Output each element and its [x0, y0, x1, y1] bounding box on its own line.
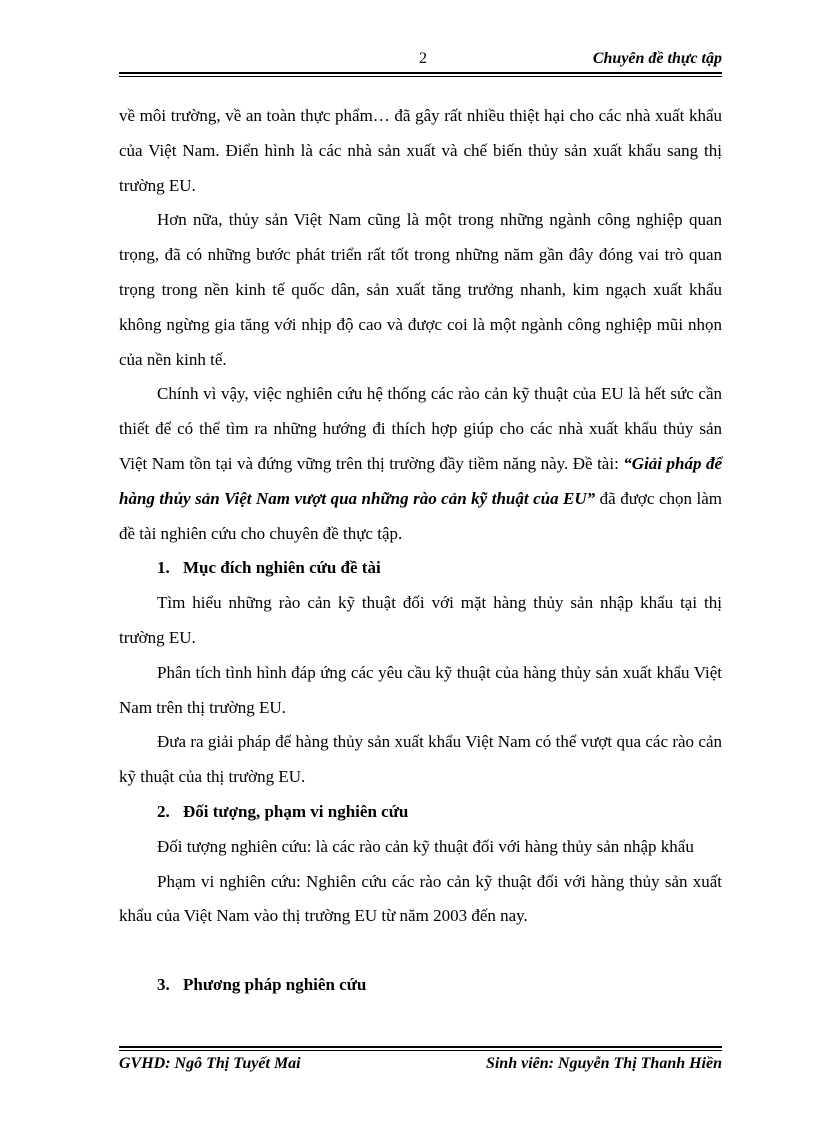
section-2-title: Đối tượng, phạm vi nghiên cứu	[183, 801, 409, 821]
paragraph-1: về môi trường, về an toàn thực phẩm… đã gây rất nhiều thiệt hại cho các nhà xuất khẩu của Việt Nam. Điển hình là các nhà sản xuất và chế biến thủy sản xuất khẩu sang thị trường EU.	[119, 106, 722, 195]
section-1-number: 1.	[157, 558, 170, 578]
section-3-heading	[119, 968, 722, 1003]
paragraph-3-start: Chính vì vậy, việc nghiên cứu hệ thống các rào cản kỹ thuật của EU là hết sức cần thiết để có thể tìm ra những hướng đi thích hợp giúp cho các nhà xuất khẩu thủy sản Việt Nam tồn tại và đứng vững trên thị trường đầy tiềm năng này. Đề tài:	[119, 384, 722, 473]
page-header	[119, 50, 722, 72]
header-divider	[119, 72, 722, 77]
section-2-heading	[119, 795, 722, 830]
thesis-title: “Giải pháp để hàng thủy sản Việt Nam vượt qua những rào cản kỹ thuật của EU”	[119, 453, 722, 508]
spacer	[119, 934, 722, 968]
section-3-title: Phương pháp nghiên cứu	[183, 975, 367, 995]
paragraph-3-end: đã được chọn làm đề tài nghiên cứu cho chuyên đề thực tập.	[119, 488, 722, 543]
document-body	[119, 99, 722, 1003]
section-1-title: Mục đích nghiên cứu đề tài	[183, 558, 381, 578]
section-2-item: Phạm vi nghiên cứu: Nghiên cứu các rào cản kỹ thuật đối với hàng thủy sản xuất khẩu của Việt Nam vào thị trường EU từ năm 2003 đến nay.	[119, 871, 722, 926]
student-name: Sinh viên: Nguyễn Thị Thanh Hiền	[485, 1055, 722, 1072]
section-2-item: Đối tượng nghiên cứu: là các rào cản kỹ thuật đối với hàng thủy sản nhập khẩu	[157, 836, 694, 856]
paragraph-2: Hơn nữa, thủy sản Việt Nam cũng là một trong những ngành công nghiệp quan trọng, đã có những bước phát triển rất tốt trong những năm gần đây đóng vai trò quan trọng trong nền kinh tế quốc dân, sản xuất tăng trưởng nhanh, kim ngạch xuất khẩu không ngừng gia tăng với nhịp độ cao và được coi là một ngành công nghiệp mũi nhọn của nền kinh tế.	[119, 210, 722, 369]
section-1-item: Phân tích tình hình đáp ứng các yêu cầu kỹ thuật của hàng thủy sản xuất khẩu Việt Nam trên thị trường EU.	[119, 662, 722, 717]
paragraph-3	[119, 377, 722, 551]
section-1-item: Tìm hiểu những rào cản kỹ thuật đối với mặt hàng thủy sản nhập khẩu tại thị trường EU.	[119, 593, 722, 647]
footer-divider	[119, 1046, 722, 1051]
section-2-number: 2.	[157, 801, 170, 821]
section-1-heading	[119, 551, 722, 586]
section-3-number: 3.	[157, 975, 170, 995]
supervisor-name: GVHD: Ngô Thị Tuyết Mai	[119, 1055, 301, 1072]
document-title: Chuyên đề thực tập	[592, 50, 722, 67]
page-number: 2	[419, 50, 427, 67]
section-1-item: Đưa ra giải pháp để hàng thủy sản xuất khẩu Việt Nam có thể vượt qua các rào cản kỹ thuật của thị trường EU.	[119, 732, 722, 787]
